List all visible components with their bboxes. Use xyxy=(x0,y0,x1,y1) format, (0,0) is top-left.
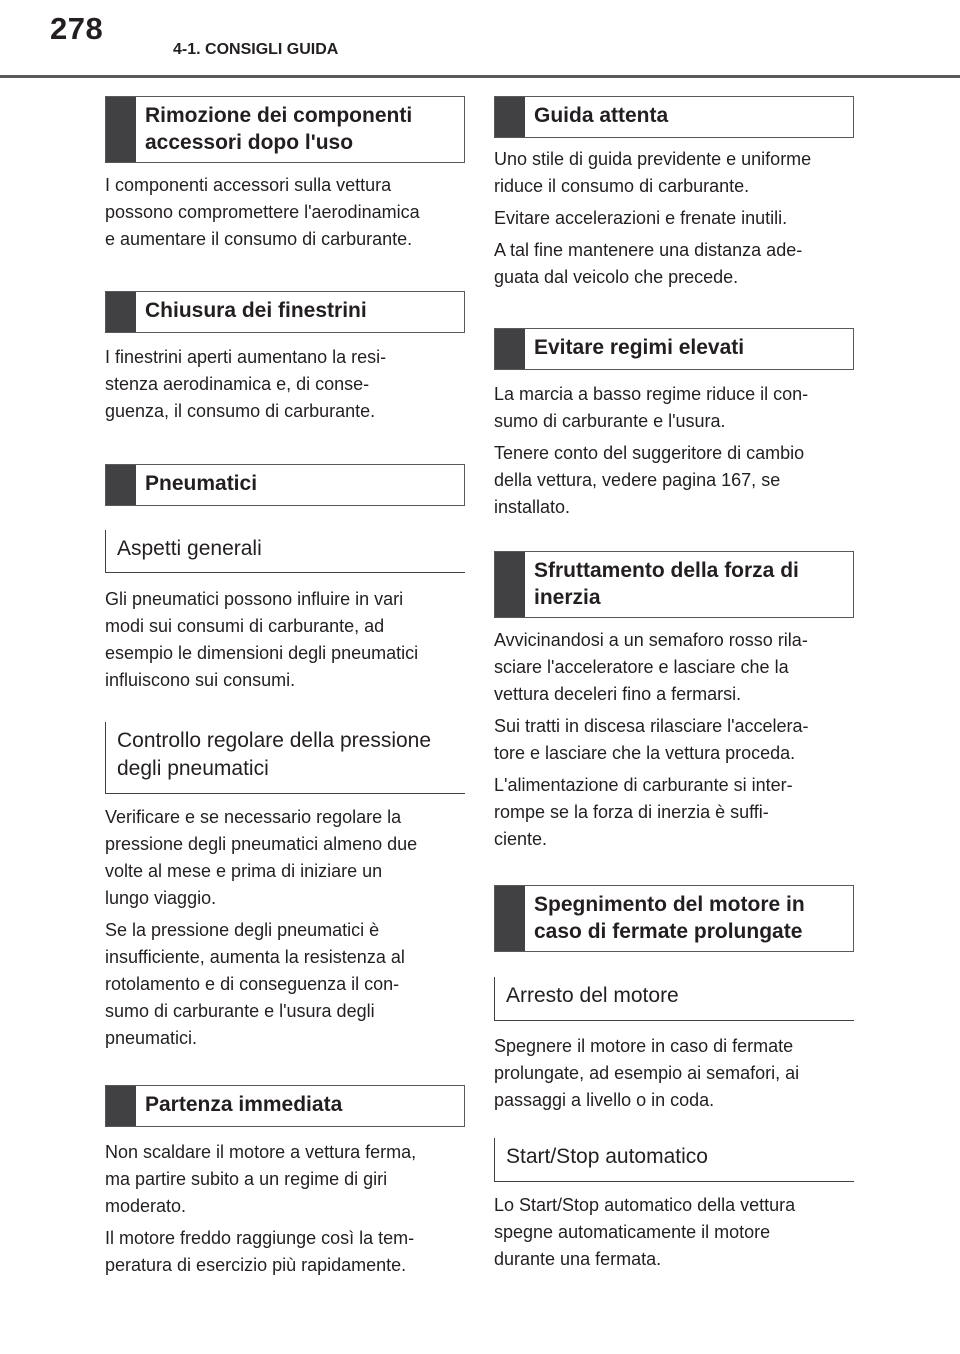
heading-bar xyxy=(106,465,136,505)
section-heading-pneumatici xyxy=(105,464,465,506)
page-header xyxy=(0,0,960,80)
right-column xyxy=(494,96,854,1273)
section-title: Chiusura dei finestrini xyxy=(145,299,367,322)
header-rule xyxy=(0,75,960,78)
subheading-controllo-pressione: Controllo regolare della pressione degli pneumatici xyxy=(105,722,465,794)
section-title: Evitare regimi elevati xyxy=(534,336,745,359)
paragraph: Avvicinandosi a un semaforo rosso rila- sciare l'acceleratore e lasciare che la vettura deceleri fino a fermarsi. xyxy=(494,630,808,704)
paragraph: La marcia a basso regime riduce il con- sumo di carburante e l'usura. xyxy=(494,384,809,431)
paragraph: I componenti accessori sulla vettura possono compromettere l'aerodinamica e aumentare il consumo di carburante. xyxy=(105,175,420,249)
section-heading-spegnimento xyxy=(494,885,854,952)
paragraph: Tenere conto del suggeritore di cambio della vettura, vedere pagina 167, se installato. xyxy=(494,443,805,517)
heading-bar xyxy=(495,329,525,369)
chapter-title: 4-1. CONSIGLI GUIDA xyxy=(173,41,339,58)
heading-bar xyxy=(106,97,136,162)
paragraph: L'alimentazione di carburante si inter- rompe se la forza di inerzia è suffi- ciente. xyxy=(494,775,793,849)
paragraph: Verificare e se necessario regolare la pressione degli pneumatici almeno due volte al mese e prima di iniziare un lungo viaggio. xyxy=(105,807,418,908)
section-title: Partenza immediata xyxy=(145,1093,343,1116)
paragraph: Spegnere il motore in caso di fermate prolungate, ad esempio ai semafori, ai passaggi a livello o in coda. xyxy=(494,1036,800,1110)
paragraph: Se la pressione degli pneumatici è insufficiente, aumenta la resistenza al rotolamento e di conseguenza il con- sumo di carburante e l'usura degli pneumatici. xyxy=(105,920,405,1048)
section-title: Rimozione dei componenti accessori dopo l'uso xyxy=(145,104,413,154)
subheading-arresto-motore: Arresto del motore xyxy=(494,977,854,1021)
heading-bar xyxy=(106,1086,136,1126)
left-column xyxy=(105,96,465,1279)
section-heading-finestrini xyxy=(105,291,465,333)
heading-bar xyxy=(106,292,136,332)
heading-bar xyxy=(495,886,525,951)
section-title: Sfruttamento della forza di inerzia xyxy=(534,559,799,609)
paragraph: A tal fine mantenere una distanza ade- guata dal veicolo che precede. xyxy=(494,240,803,287)
page-number: 278 xyxy=(50,11,104,46)
section-title: Guida attenta xyxy=(534,104,669,127)
paragraph: Sui tratti in discesa rilasciare l'accelera- tore e lasciare che la vettura proceda. xyxy=(494,716,809,763)
section-heading-partenza xyxy=(105,1085,465,1127)
section-title: Pneumatici xyxy=(145,472,258,495)
paragraph: Non scaldare il motore a vettura ferma, ma partire subito a un regime di giri moderato. xyxy=(105,1142,417,1216)
section-heading-inerzia xyxy=(494,551,854,618)
paragraph: Uno stile di guida previdente e uniforme riduce il consumo di carburante. xyxy=(494,149,812,196)
subheading-start-stop: Start/Stop automatico xyxy=(494,1138,854,1182)
section-title: Spegnimento del motore in caso di fermate prolungate xyxy=(534,893,805,943)
paragraph: I finestrini aperti aumentano la resi- stenza aerodinamica e, di conse- guenza, il consumo di carburante. xyxy=(105,347,387,421)
paragraph: Lo Start/Stop automatico della vettura spegne automaticamente il motore durante una fermata. xyxy=(494,1195,796,1269)
section-heading-guida-attenta xyxy=(494,96,854,138)
section-heading-rimozione xyxy=(105,96,465,163)
subheading-aspetti-generali: Aspetti generali xyxy=(105,530,465,573)
paragraph: Gli pneumatici possono influire in vari modi sui consumi di carburante, ad esempio le dimensioni degli pneumatici influiscono sui consumi. xyxy=(105,589,419,690)
section-heading-regimi xyxy=(494,328,854,370)
paragraph: Il motore freddo raggiunge così la tem- peratura di esercizio più rapidamente. xyxy=(105,1228,415,1275)
paragraph: Evitare accelerazioni e frenate inutili. xyxy=(494,208,788,228)
heading-bar xyxy=(495,552,525,617)
heading-bar xyxy=(495,97,525,137)
